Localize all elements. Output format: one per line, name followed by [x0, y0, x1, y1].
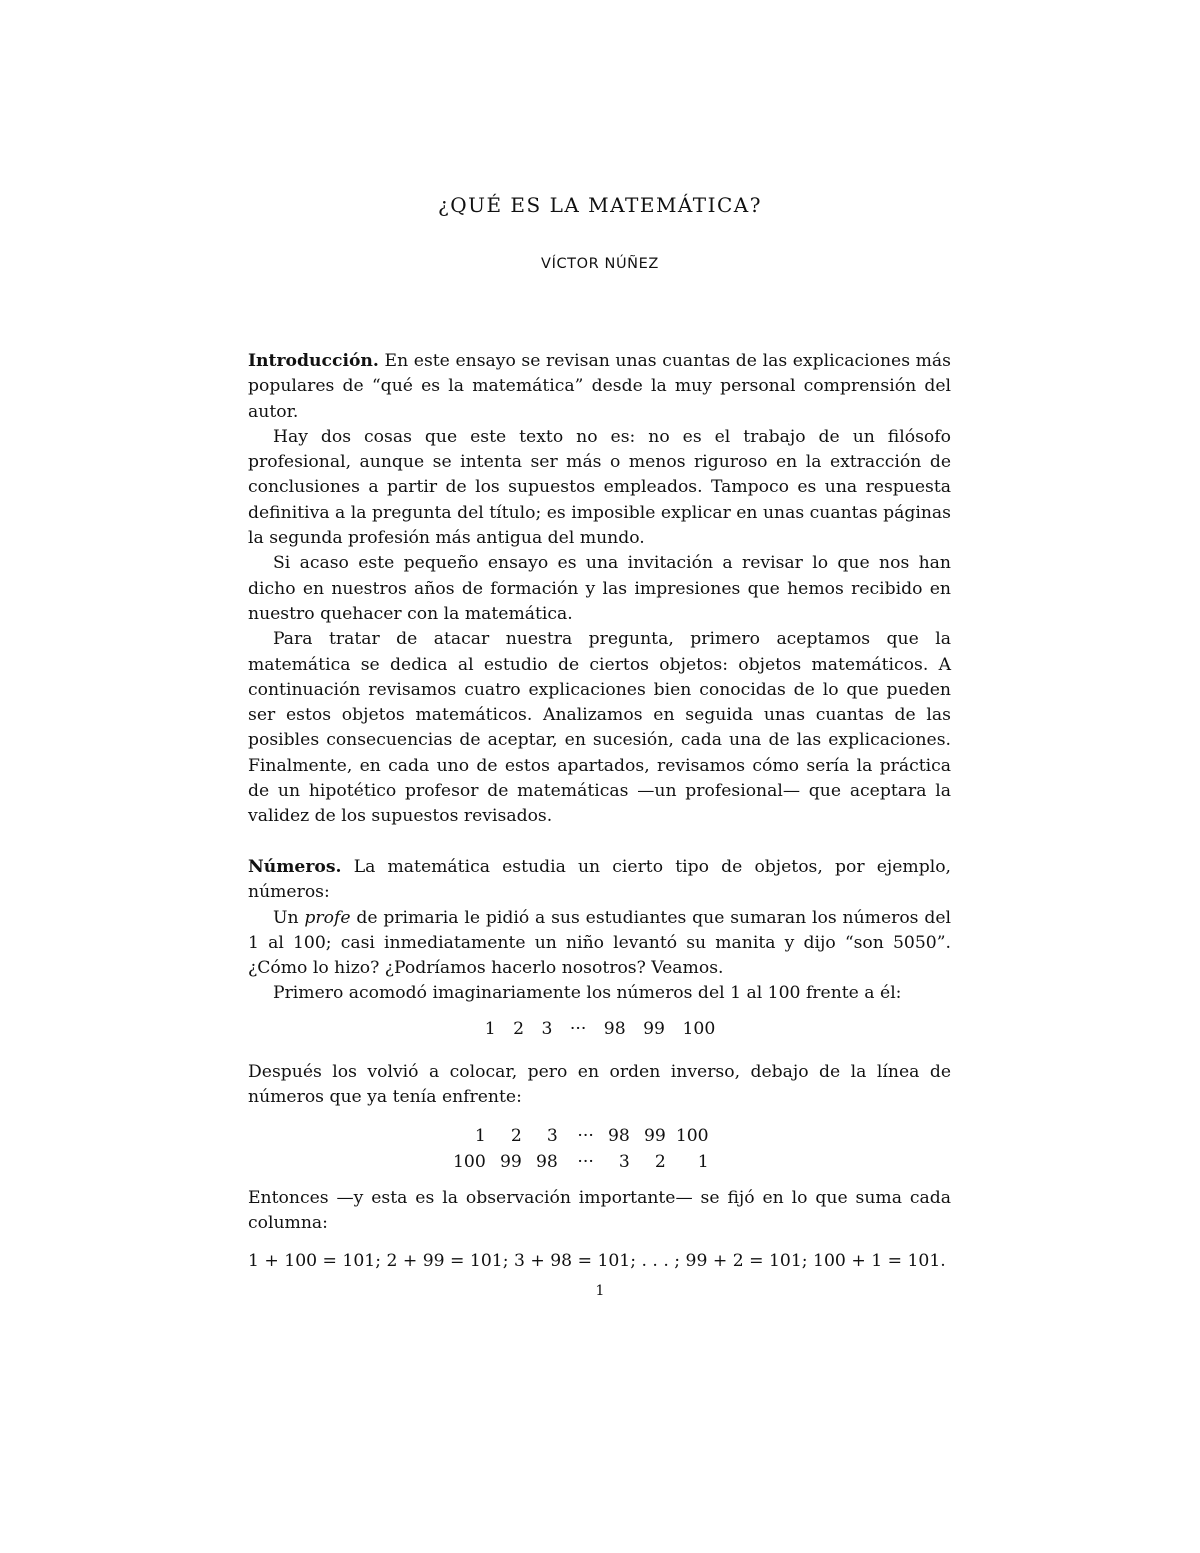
document-title: ¿QUÉ ES LA MATEMÁTICA?: [438, 193, 762, 217]
number-cell: 2: [513, 1019, 525, 1039]
number-cell: 100: [453, 1152, 486, 1172]
number-cell: 3: [541, 1019, 553, 1039]
number-cell: 98: [607, 1126, 630, 1146]
number-cell: 3: [546, 1126, 558, 1146]
numeros-continued: [248, 1060, 951, 1111]
array-row-bottom: [448, 1149, 714, 1175]
number-cell: 1: [484, 1019, 496, 1039]
numeros-p2-rest: de primaria le pidió a sus estudiantes que sumaran los números del 1 al 100; casi inmediatamente un niño levantó su manita y dijo “son 5050”. ¿Cómo lo hizo? ¿Podríamos hacerlo nosotros? Veamos.: [248, 907, 951, 979]
numeros-paragraph-5: Entonces —y esta es la observación importante— se fijó en lo que suma cada columna:: [248, 1188, 951, 1234]
intro-paragraph-3: Si acaso este pequeño ensayo es una invitación a revisar lo que nos han dicho en nuestros años de formación y las impresiones que hemos recibido en nuestro quehacer con la matemática.: [248, 553, 951, 624]
intro-p1-text: En este ensayo se revisan unas cuantas de las explicaciones más populares de “qué es la matemática” desde la muy personal comprensión del autor.: [248, 351, 951, 422]
numeros-paragraph-4: Después los volvió a colocar, pero en orden inverso, debajo de la línea de números que ya tenía enfrente:: [248, 1062, 951, 1108]
section-heading-numeros: Números.: [248, 857, 342, 877]
number-cell: 99: [643, 1126, 666, 1146]
page-number: 1: [595, 1283, 605, 1299]
number-cell: 2: [654, 1152, 666, 1172]
intro-paragraph-1: [248, 349, 951, 425]
numeros-p1-text: La matemática estudia un cierto tipo de objetos, por ejemplo, números:: [248, 857, 952, 903]
number-cell: 99: [643, 1019, 665, 1039]
numbers-array-display: [448, 1123, 714, 1175]
intro-paragraph-2: Hay dos cosas que este texto no es: no es el trabajo de un filósofo profesional, aunque se intenta ser más o menos riguroso en la extracción de conclusiones a partir de los supuestos empleados. Tampoco es una respuesta definitiva a la pregunta del título; es imposible explicar en unas cuantas páginas la segunda profesión más antigua del mundo.: [248, 426, 951, 549]
numeros-p2-start: Un: [273, 907, 299, 928]
numeros-continued-2: [248, 1186, 951, 1237]
section-heading-introduccion: Introducción.: [248, 351, 379, 371]
numeros-paragraph-3: Primero acomodó imaginariamente los números del 1 al 100 frente a él:: [273, 983, 902, 1004]
sum-formula: 1 + 100 = 101; 2 + 99 = 101; 3 + 98 = 101; . . . ; 99 + 2 = 101; 100 + 1 = 101.: [248, 1251, 946, 1271]
number-cell: 3: [618, 1152, 630, 1172]
number-cell: 1: [474, 1126, 486, 1146]
intro-paragraph-4: Para tratar de atacar nuestra pregunta, primero aceptamos que la matemática se dedica al estudio de ciertos objetos: objetos matemáticos. A continuación revisamos cuatro explicaciones bien conocidas de lo que pueden ser estos objetos matemáticos. Analizamos en seguida unas cuantas de las posibles consecuencias de aceptar, en sucesión, cada una de las explicaciones. Finalmente, en cada uno de estos apartados, revisamos cómo sería la práctica de un hipotético profesor de matemáticas —un profesional— que aceptara la validez de los supuestos revisados.: [248, 629, 951, 827]
document-author: VÍCTOR NÚÑEZ: [541, 256, 659, 272]
section-numeros: [248, 855, 951, 1007]
array-row-top: [448, 1123, 714, 1149]
number-cell: ···: [569, 1019, 587, 1039]
number-cell: ···: [577, 1152, 594, 1172]
number-cell: 100: [675, 1126, 709, 1146]
number-cell: 100: [682, 1019, 716, 1039]
number-cell: 98: [535, 1152, 558, 1172]
numeros-paragraph-2: [248, 906, 951, 982]
number-cell: 99: [499, 1152, 522, 1172]
number-cell: 98: [603, 1019, 626, 1039]
numbers-row-display: [0, 1019, 1200, 1039]
numeros-paragraph-1: [248, 855, 951, 906]
number-cell: ···: [577, 1126, 594, 1146]
number-cell: 1: [697, 1152, 709, 1172]
numeros-p2-emphasis: profe: [304, 907, 351, 928]
section-introduccion: [248, 349, 951, 830]
number-cell: 2: [510, 1126, 522, 1146]
